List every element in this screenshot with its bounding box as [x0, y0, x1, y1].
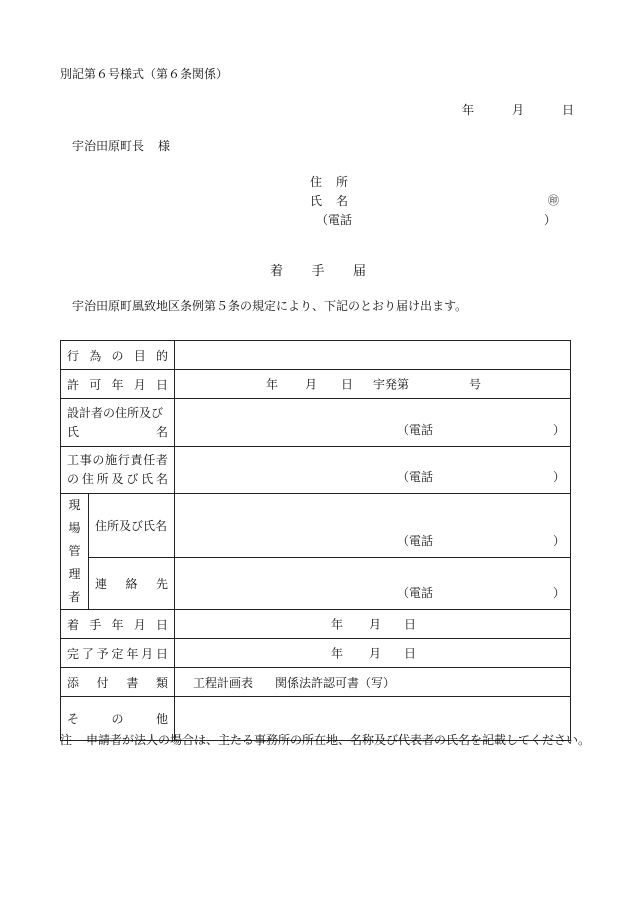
construction-tel-close: ）: [553, 470, 566, 484]
designer-tel-label: （電話: [397, 423, 434, 437]
footnote-text: 申請者が法人の場合は、主たる事務所の所在地、名称及び代表者の氏名を記載してください。: [86, 733, 591, 747]
attachments-value[interactable]: [175, 668, 571, 697]
form-number: 別記第６号様式（第６条関係）: [60, 67, 229, 81]
permit-month: 月: [305, 377, 318, 392]
document-title: 着 手 届: [270, 264, 366, 279]
applicant-name-label: 氏 名: [310, 194, 349, 208]
date-year-label: 年: [462, 103, 475, 117]
date-day-label: 日: [561, 103, 574, 117]
intro-text: 宇治田原町風致地区条例第５条の規定により、下記のとおり届け出ます。: [72, 299, 468, 313]
seal-mark: ㊞: [548, 194, 559, 207]
table-row: [61, 494, 571, 558]
construction-manager-label: 工 事 の 施 行 責 任 者 の 住 所 及 び 氏 名: [61, 447, 175, 494]
purpose-label: 行 為 の 目 的: [61, 341, 175, 370]
table-row: [61, 639, 571, 668]
completion-month: 月: [369, 646, 382, 661]
completion-year: 年: [331, 646, 344, 661]
footnote: [60, 734, 590, 746]
designer-label: 設計者の住所及び 氏 名: [61, 399, 175, 447]
other-label: そ の 他: [61, 697, 175, 741]
table-row: [61, 557, 571, 609]
permit-day: 日: [341, 377, 354, 392]
permit-date-label: 許 可 年 月 日: [61, 370, 175, 399]
purpose-value[interactable]: [175, 341, 571, 370]
completion-day: 日: [404, 646, 417, 661]
date-month-label: 月: [511, 103, 524, 117]
site-address-value[interactable]: [175, 494, 571, 558]
applicant-address-label: 住 所: [310, 175, 349, 189]
table-row: [61, 370, 571, 399]
submission-date: [462, 104, 574, 116]
table-row: [61, 610, 571, 639]
table-row: [61, 399, 571, 447]
permit-number-suffix: 号: [469, 377, 482, 392]
site-address-label: 住所及び氏名: [89, 494, 175, 558]
completion-date-label: 完 了 予 定 年 月 日: [61, 639, 175, 668]
attachment-schedule: 工程計画表: [193, 675, 254, 690]
designer-tel-close: ）: [553, 423, 566, 437]
permit-year: 年: [266, 377, 279, 392]
table-row: [61, 341, 571, 370]
table-row: [61, 447, 571, 494]
start-day: 日: [404, 617, 417, 632]
permit-date-value[interactable]: [175, 370, 571, 399]
addressee: [72, 140, 170, 152]
attachment-permit-copy: 関係法許認可書（写）: [275, 675, 396, 690]
site-contact-tel-close: ）: [553, 586, 566, 600]
start-date-value[interactable]: [175, 610, 571, 639]
form-table: [60, 340, 571, 741]
start-year: 年: [331, 617, 344, 632]
applicant-tel-label: （電話: [316, 213, 353, 227]
site-contact-label: 連 絡 先: [89, 557, 175, 609]
site-manager-label: 現 場 管 理 者: [61, 494, 89, 610]
start-month: 月: [369, 617, 382, 632]
applicant-block: [310, 176, 560, 233]
construction-tel-label: （電話: [397, 470, 434, 484]
site-address-tel-close: ）: [553, 533, 566, 548]
permit-number-prefix: 宇発第: [373, 377, 410, 392]
addressee-name: 宇治田原町長: [72, 139, 145, 153]
site-address-tel-label: （電話: [397, 533, 434, 548]
applicant-tel-close: ）: [544, 213, 557, 227]
completion-date-value[interactable]: [175, 639, 571, 668]
construction-manager-value[interactable]: [175, 447, 571, 494]
addressee-honorific: 様: [158, 139, 171, 153]
designer-value[interactable]: [175, 399, 571, 447]
footnote-mark: 注: [60, 733, 73, 747]
table-row: [61, 668, 571, 697]
site-contact-tel-label: （電話: [397, 586, 434, 600]
start-date-label: 着 手 年 月 日: [61, 610, 175, 639]
site-contact-value[interactable]: [175, 557, 571, 609]
attachments-label: 添 付 書 類: [61, 668, 175, 697]
